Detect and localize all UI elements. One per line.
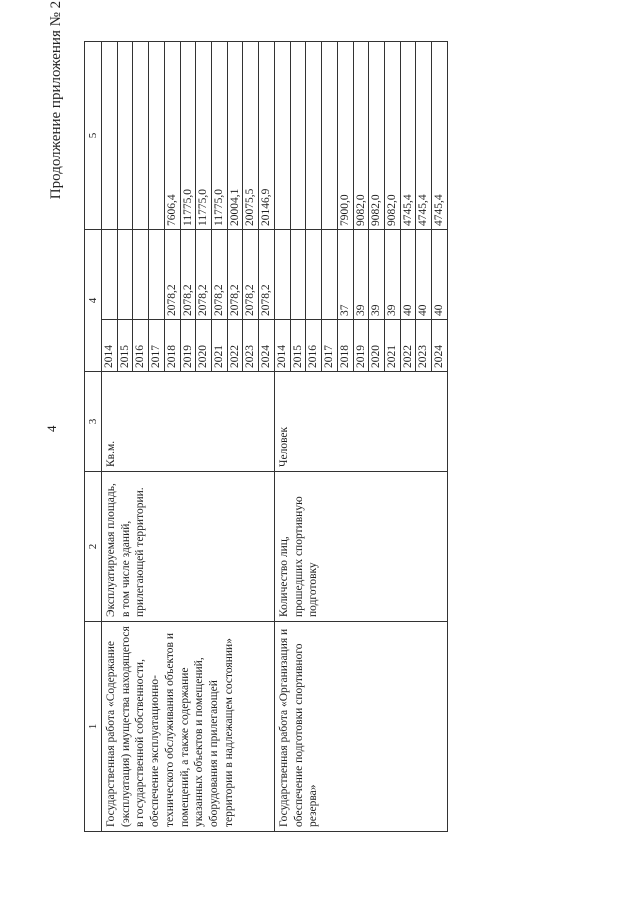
year-cell: 2023 (243, 320, 259, 372)
value-cell (102, 230, 118, 320)
amount-cell: 4745,4 (416, 42, 432, 230)
year-cell: 2019 (353, 320, 369, 372)
value-cell (133, 230, 149, 320)
amount-cell: 9082,0 (353, 42, 369, 230)
page-heading: Продолжение приложения № 2 (48, 0, 64, 200)
column-header: 5 (85, 42, 102, 230)
year-cell: 2022 (227, 320, 243, 372)
column-header: 4 (85, 230, 102, 372)
value-cell: 39 (353, 230, 369, 320)
amount-cell: 9082,0 (384, 42, 400, 230)
unit-cell: Кв.м. (102, 372, 275, 472)
value-cell: 2078,2 (243, 230, 259, 320)
year-cell: 2020 (369, 320, 385, 372)
value-cell: 2078,2 (180, 230, 196, 320)
amount-cell (133, 42, 149, 230)
value-cell: 2078,2 (164, 230, 180, 320)
year-cell: 2015 (117, 320, 133, 372)
amount-cell: 11775,0 (180, 42, 196, 230)
value-cell (274, 230, 290, 320)
amount-cell: 11775,0 (212, 42, 228, 230)
value-cell (290, 230, 306, 320)
amount-cell (102, 42, 118, 230)
amount-cell: 9082,0 (369, 42, 385, 230)
column-header: 1 (85, 622, 102, 832)
amount-cell: 4745,4 (400, 42, 416, 230)
value-cell (117, 230, 133, 320)
amount-cell: 7606,4 (164, 42, 180, 230)
data-table (84, 41, 448, 832)
unit-cell: Человек (274, 372, 447, 472)
value-cell (322, 230, 338, 320)
year-cell: 2021 (212, 320, 228, 372)
year-cell: 2019 (180, 320, 196, 372)
value-cell: 40 (416, 230, 432, 320)
year-cell: 2016 (133, 320, 149, 372)
year-cell: 2017 (149, 320, 165, 372)
year-cell: 2015 (290, 320, 306, 372)
value-cell: 39 (369, 230, 385, 320)
amount-cell (290, 42, 306, 230)
indicator-cell: Эксплуатируемая площадь, в том числе зданий, прилегающей территории. (102, 472, 275, 622)
value-cell (306, 230, 322, 320)
amount-cell (322, 42, 338, 230)
year-cell: 2024 (432, 320, 448, 372)
work-name-cell: Государственная работа «Организация и обеспечение подготовки спортивного резерва» (274, 622, 447, 832)
amount-cell: 20146,9 (259, 42, 275, 230)
indicator-cell: Количество лиц, прошедших спортивную подготовку (274, 472, 447, 622)
amount-cell: 7900,0 (337, 42, 353, 230)
year-cell: 2022 (400, 320, 416, 372)
value-cell: 2078,2 (227, 230, 243, 320)
page-number: 4 (44, 425, 59, 432)
year-cell: 2018 (337, 320, 353, 372)
year-cell: 2018 (164, 320, 180, 372)
work-name-cell: Государственная работа «Содержание (эксплуатация) имущества находящегося в государственной собственности, обеспечение эксплуатационно-технического обслуживания объектов и помещений, а также содержание указанных объектов и помещений, оборудования и прилегающей территории в надлежащем состоянии» (102, 622, 275, 832)
value-cell: 2078,2 (196, 230, 212, 320)
value-cell: 2078,2 (212, 230, 228, 320)
table-row (102, 42, 118, 832)
amount-cell: 20075,5 (243, 42, 259, 230)
year-cell: 2020 (196, 320, 212, 372)
year-cell: 2014 (102, 320, 118, 372)
year-cell: 2024 (259, 320, 275, 372)
amount-cell: 4745,4 (432, 42, 448, 230)
amount-cell (117, 42, 133, 230)
document-table-container (84, 42, 604, 832)
amount-cell: 11775,0 (196, 42, 212, 230)
amount-cell (274, 42, 290, 230)
value-cell: 40 (432, 230, 448, 320)
table-row (274, 42, 290, 832)
value-cell: 2078,2 (259, 230, 275, 320)
column-header: 3 (85, 372, 102, 472)
value-cell: 40 (400, 230, 416, 320)
amount-cell (306, 42, 322, 230)
amount-cell: 20004,1 (227, 42, 243, 230)
value-cell: 37 (337, 230, 353, 320)
header-row (85, 42, 102, 832)
amount-cell (149, 42, 165, 230)
year-cell: 2016 (306, 320, 322, 372)
year-cell: 2023 (416, 320, 432, 372)
year-cell: 2014 (274, 320, 290, 372)
value-cell (149, 230, 165, 320)
year-cell: 2017 (322, 320, 338, 372)
column-header: 2 (85, 472, 102, 622)
value-cell: 39 (384, 230, 400, 320)
year-cell: 2021 (384, 320, 400, 372)
